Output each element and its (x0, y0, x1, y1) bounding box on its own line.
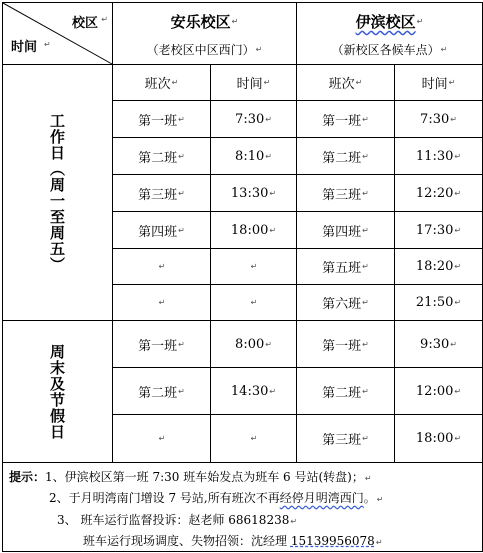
group-label-weekday (3, 65, 113, 321)
paragraph-mark-icon: ↵ (265, 151, 272, 161)
anle-time-cell (211, 321, 297, 368)
yibin-time-cell (395, 249, 482, 285)
yibin-time-cell (395, 175, 482, 212)
paragraph-mark-icon: ↵ (265, 114, 272, 124)
paragraph-mark-icon: ↵ (101, 15, 108, 24)
departure-time: 18:20 (415, 259, 454, 274)
paragraph-mark-icon: ↵ (362, 151, 369, 161)
anle-shift-cell (113, 212, 211, 249)
shift-label: 第二班 (322, 385, 362, 401)
corner-time-label: 时间 (11, 40, 38, 55)
departure-time: 12:20 (415, 185, 454, 201)
paragraph-mark-icon: ↵ (454, 151, 462, 161)
departure-time: 18:00 (230, 222, 269, 238)
anle-shift-cell (113, 415, 211, 463)
yibin-time-cell (395, 415, 482, 463)
notes-label: 提示： (9, 470, 46, 484)
departure-time: 7:30 (235, 111, 265, 127)
paragraph-mark-icon: ↵ (362, 339, 369, 349)
paragraph-mark-icon: ↵ (450, 339, 457, 349)
corner-campus-label: 校区 (71, 16, 98, 31)
shift-label: 第六班 (322, 297, 362, 312)
paragraph-mark-icon: ↵ (178, 114, 185, 124)
paragraph-mark-icon: ↵ (158, 298, 166, 307)
yibin-shift-cell (297, 175, 395, 212)
paragraph-mark-icon: ↵ (178, 386, 185, 396)
campus-header-yibin (297, 3, 482, 65)
note-line-4: 班车运行现场调度、失物招领：沈经理 15139956078↵ (83, 534, 383, 548)
departure-time: 17:30 (415, 222, 454, 238)
paragraph-mark-icon: ↵ (362, 114, 369, 124)
paragraph-mark-icon: ↵ (440, 45, 448, 54)
paragraph-mark-icon: ↵ (171, 78, 179, 87)
anle-time-cell (211, 175, 297, 212)
paragraph-mark-icon: ↵ (250, 434, 258, 443)
col-header-yibin-shift: 班次 ↵ (297, 65, 395, 101)
dispatch-phone: 15139956078 (290, 534, 375, 548)
shift-label: 第四班 (322, 224, 362, 240)
note-line-1: 提示：1、伊滨校区第一班 7:30 班车始发点为班车 6 号站(转盘)；↵ (9, 470, 372, 484)
paragraph-mark-icon: ↵ (362, 188, 369, 198)
yibin-shift-cell (297, 321, 395, 368)
yibin-shift-cell (297, 285, 395, 321)
departure-time: 8:00 (235, 336, 265, 352)
departure-time: 12:00 (415, 383, 454, 399)
paragraph-mark-icon: ↵ (454, 225, 462, 235)
paragraph-mark-icon: ↵ (178, 151, 185, 161)
paragraph-mark-icon: ↵ (454, 188, 462, 198)
yibin-shift-cell (297, 415, 395, 463)
anle-shift-cell (113, 101, 211, 138)
shift-label: 第五班 (322, 261, 362, 276)
shift-label: 第三班 (138, 187, 178, 203)
yibin-time-cell (395, 212, 482, 249)
campus-header-anle (113, 3, 297, 65)
paragraph-mark-icon: ↵ (269, 188, 277, 198)
paragraph-mark-icon: ↵ (364, 474, 372, 483)
campus-name: 安乐校区 (170, 13, 231, 31)
yibin-time-cell (395, 368, 482, 415)
shift-label: 第二班 (322, 150, 362, 166)
paragraph-mark-icon: ↵ (269, 225, 277, 235)
complaint-phone: 68618238 (228, 513, 290, 527)
campus-location: （新校区各候车点） (331, 43, 440, 57)
shift-label: 第一班 (138, 338, 178, 354)
anle-time-cell (211, 368, 297, 415)
anle-shift-cell (113, 321, 211, 368)
anle-shift-cell (113, 138, 211, 175)
shift-label: 第一班 (322, 338, 362, 354)
departure-time: 18:00 (415, 431, 454, 446)
note-line-3: 3、 班车运行监督投诉：赵老师 68618238↵ (57, 513, 298, 527)
paragraph-mark-icon: ↵ (362, 262, 369, 271)
departure-time: 21:50 (415, 295, 454, 310)
paragraph-mark-icon: ↵ (44, 40, 51, 49)
yibin-shift-cell (297, 368, 395, 415)
anle-shift-cell (113, 285, 211, 321)
anle-shift-cell (113, 175, 211, 212)
departure-time: 8:10 (235, 148, 265, 164)
paragraph-mark-icon: ↵ (158, 434, 166, 443)
anle-time-cell (211, 249, 297, 285)
paragraph-mark-icon: ↵ (158, 262, 166, 271)
campus-location: （老校区中区西门） (146, 43, 255, 57)
anle-shift-cell (113, 368, 211, 415)
yibin-time-cell (395, 321, 482, 368)
departure-time: 14:30 (230, 383, 269, 399)
anle-time-cell (211, 101, 297, 138)
shift-label: 第一班 (322, 113, 362, 129)
paragraph-mark-icon: ↵ (255, 45, 263, 54)
schedule-document (2, 2, 483, 552)
anle-time-cell (211, 415, 297, 463)
group-label-weekend (3, 321, 113, 463)
paragraph-mark-icon: ↵ (362, 434, 369, 443)
anle-time-cell (211, 285, 297, 321)
paragraph-mark-icon: ↵ (290, 517, 298, 526)
paragraph-mark-icon: ↵ (265, 339, 272, 349)
paragraph-mark-icon: ↵ (376, 495, 384, 504)
shift-label: 第三班 (322, 187, 362, 203)
shift-label: 第三班 (322, 433, 362, 448)
yibin-time-cell (395, 138, 482, 175)
col-header-anle-shift: 班次 ↵ (113, 65, 211, 101)
yibin-shift-cell (297, 249, 395, 285)
corner-header-cell (3, 3, 113, 65)
paragraph-mark-icon: ↵ (263, 78, 271, 87)
anle-time-cell (211, 138, 297, 175)
anle-shift-cell (113, 249, 211, 285)
yibin-time-cell (395, 101, 482, 138)
paragraph-mark-icon: ↵ (375, 538, 383, 547)
yibin-shift-cell (297, 101, 395, 138)
departure-time: 7:30 (420, 111, 450, 127)
departure-time: 9:30 (420, 336, 450, 352)
paragraph-mark-icon: ↵ (355, 78, 363, 87)
shift-label: 第四班 (138, 224, 178, 240)
paragraph-mark-icon: ↵ (362, 298, 369, 307)
paragraph-mark-icon: ↵ (269, 386, 277, 396)
col-header-anle-time: 时间 ↵ (211, 65, 297, 101)
note-line-2: 2、于月明湾南门增设 7 号站,所有班次不再经停月明湾西门。↵ (49, 491, 384, 505)
col-header-yibin-time: 时间 ↵ (395, 65, 482, 101)
paragraph-mark-icon: ↵ (178, 188, 185, 198)
paragraph-mark-icon: ↵ (454, 386, 462, 396)
group-label-text: 工作日（周一至周五） (48, 112, 66, 273)
shift-label: 第二班 (138, 385, 178, 401)
notes-section (3, 463, 482, 551)
paragraph-mark-icon: ↵ (250, 262, 258, 271)
yibin-shift-cell (297, 212, 395, 249)
paragraph-mark-icon: ↵ (416, 17, 424, 26)
paragraph-mark-icon: ↵ (454, 262, 462, 271)
paragraph-mark-icon: ↵ (454, 434, 462, 443)
paragraph-mark-icon: ↵ (448, 78, 456, 87)
campus-name: 伊滨校区 (355, 13, 416, 31)
paragraph-mark-icon: ↵ (178, 225, 185, 235)
paragraph-mark-icon: ↵ (450, 114, 457, 124)
group-label-text: 周末及节假日 (48, 343, 66, 440)
shift-label: 第二班 (138, 150, 178, 166)
paragraph-mark-icon: ↵ (250, 298, 258, 307)
paragraph-mark-icon: ↵ (362, 386, 369, 396)
departure-time: 11:30 (415, 148, 454, 164)
yibin-time-cell (395, 285, 482, 321)
departure-time: 13:30 (230, 185, 269, 201)
shift-label: 第一班 (138, 113, 178, 129)
yibin-shift-cell (297, 138, 395, 175)
paragraph-mark-icon: ↵ (454, 298, 462, 307)
anle-time-cell (211, 212, 297, 249)
paragraph-mark-icon: ↵ (178, 339, 185, 349)
paragraph-mark-icon: ↵ (362, 225, 369, 235)
paragraph-mark-icon: ↵ (231, 17, 239, 26)
